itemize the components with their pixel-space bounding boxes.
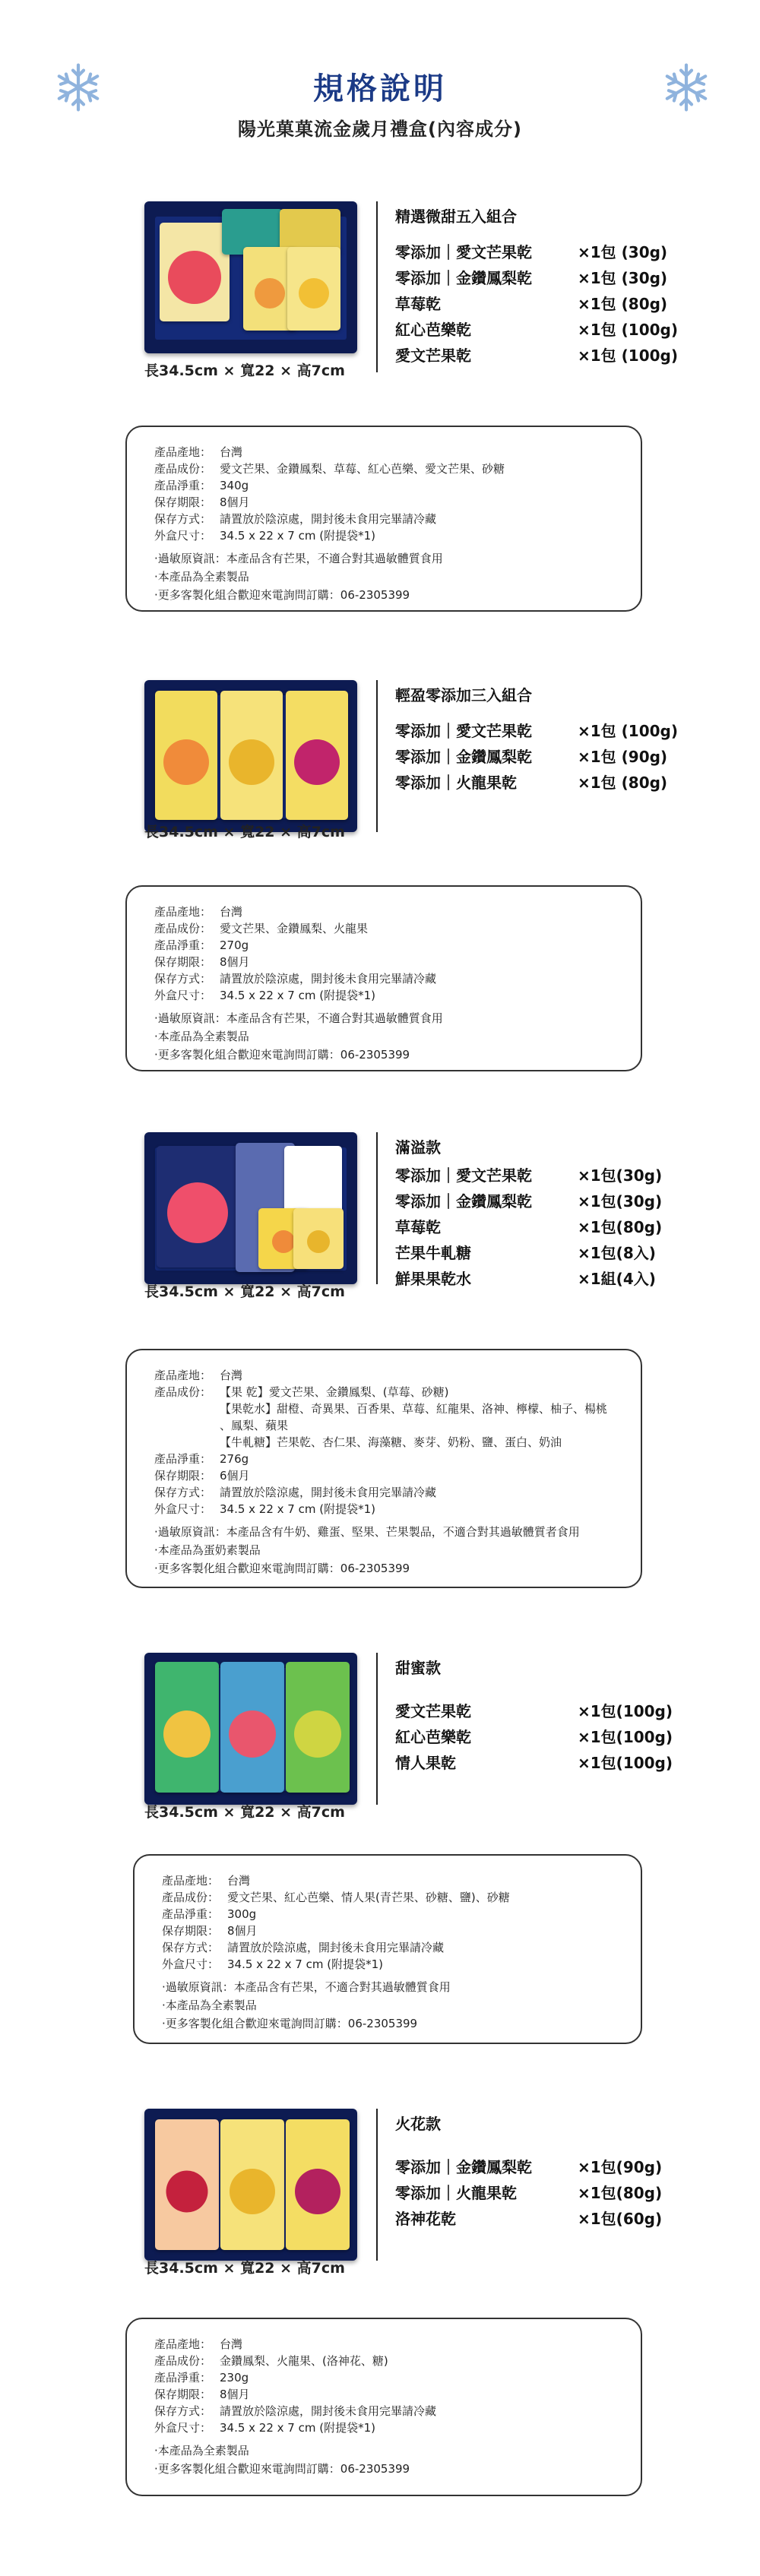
item-name: 洛神花乾 — [395, 2210, 456, 2228]
spec-value: 【牛軋糖】芒果乾、杏仁果、海藻糖、麥芽、奶粉、鹽、蛋白、奶油 — [220, 1435, 562, 1449]
spec-info-box — [125, 885, 642, 1071]
spec-note: ‧過敏原資訊：本產品含有芒果，不適合對其過敏體質食用 — [154, 1011, 443, 1025]
spec-value: 台灣 — [220, 1369, 243, 1382]
spec-value: 270g — [220, 938, 249, 952]
list-item — [395, 2206, 669, 2232]
item-quantity: ×1包 (30g) — [578, 243, 668, 261]
spec-row — [154, 970, 619, 987]
fruit-pack — [157, 1146, 239, 1267]
fruit-illustration — [307, 1230, 330, 1253]
spec-row — [162, 1872, 619, 1889]
spec-row — [154, 494, 619, 511]
spec-value: 【果 乾】愛文芒果、金鑽鳳梨、(草莓、砂糖) — [220, 1385, 449, 1399]
spec-notes — [154, 1524, 619, 1577]
spec-label: 外盒尺寸： — [154, 989, 212, 1002]
snowflake-icon — [660, 61, 713, 114]
spec-label: 產品產地： — [154, 1369, 212, 1382]
combo-name: 甜蜜款 — [395, 1659, 441, 1677]
spec-row — [154, 2419, 619, 2436]
fruit-pack — [220, 2119, 284, 2250]
spec-info-box — [125, 2318, 642, 2496]
spec-value: 台灣 — [220, 445, 243, 459]
spec-note: ‧本產品為全素製品 — [154, 2444, 249, 2457]
spec-label: 保存期限： — [154, 495, 212, 509]
spec-row — [154, 527, 619, 544]
item-name: 草莓乾 — [395, 295, 441, 313]
divider-line — [376, 1132, 378, 1284]
spec-row — [154, 2403, 619, 2419]
spec-row — [154, 1434, 619, 1451]
spec-row — [154, 2386, 619, 2403]
list-item — [395, 317, 678, 343]
spec-row — [154, 444, 619, 460]
spec-row — [154, 2369, 619, 2386]
list-item — [395, 1240, 669, 1266]
spec-info-box — [125, 1349, 642, 1588]
spec-note: ‧過敏原資訊：本產品含有芒果，不適合對其過敏體質食用 — [154, 552, 443, 565]
item-quantity: ×1包(60g) — [578, 2210, 663, 2228]
spec-value: 8個月 — [220, 2388, 250, 2401]
spec-value: 台灣 — [220, 2337, 243, 2351]
spec-row — [162, 1939, 619, 1956]
box-dimensions: 長34.5cm × 寬22 × 高7cm — [144, 362, 345, 379]
item-quantity: ×1組(4入) — [578, 1270, 656, 1288]
spec-row — [154, 903, 619, 920]
spec-row — [162, 1906, 619, 1923]
box-dimensions: 長34.5cm × 寬22 × 高7cm — [144, 2260, 345, 2277]
spec-label — [154, 1400, 220, 1434]
spec-value: 台灣 — [220, 905, 243, 919]
item-quantity: ×1包(80g) — [578, 2184, 663, 2202]
spec-note: ‧本產品為全素製品 — [154, 570, 249, 584]
list-item — [395, 343, 678, 369]
spec-label: 產品成份： — [154, 1385, 212, 1399]
spec-label: 產品淨重： — [154, 479, 212, 492]
spec-label — [154, 1434, 220, 1451]
spec-row — [154, 1467, 619, 1484]
item-name: 零添加｜火龍果乾 — [395, 774, 517, 792]
spec-row — [162, 1923, 619, 1939]
box-dimensions: 長34.5cm × 寬22 × 高7cm — [144, 1804, 345, 1821]
fruit-illustration — [272, 1230, 295, 1253]
item-name: 零添加｜愛文芒果乾 — [395, 243, 532, 261]
combo-name: 精選微甜五入組合 — [395, 207, 517, 226]
item-quantity: ×1包 (100g) — [578, 722, 678, 740]
item-name: 零添加｜火龍果乾 — [395, 2184, 517, 2202]
spec-value: 34.5 x 22 x 7 cm (附提袋*1) — [227, 1957, 383, 1971]
spec-label: 保存方式： — [162, 1941, 220, 1954]
fruit-illustration — [163, 739, 209, 785]
spec-label: 保存期限： — [154, 1469, 212, 1483]
spec-value: 愛文芒果、金鑽鳳梨、火龍果 — [220, 922, 369, 935]
spec-row — [154, 1367, 619, 1384]
fruit-pack — [286, 691, 348, 820]
list-item — [395, 2180, 669, 2206]
fruit-pack — [155, 2119, 219, 2250]
combo-name: 滿溢款 — [395, 1138, 441, 1157]
item-name: 鮮果果乾水 — [395, 1270, 471, 1288]
spec-label: 產品成份： — [154, 2354, 212, 2368]
item-quantity: ×1包(8入) — [578, 1244, 656, 1262]
spec-value: 34.5 x 22 x 7 cm (附提袋*1) — [220, 989, 375, 1002]
gift-box-photo — [144, 1132, 357, 1284]
spec-value: 請置放於陰涼處，開封後未食用完畢請冷藏 — [220, 512, 437, 526]
item-name: 零添加｜愛文芒果乾 — [395, 722, 532, 740]
gift-box-photo — [144, 680, 357, 832]
item-quantity: ×1包(30g) — [578, 1192, 663, 1210]
divider-line — [376, 1653, 378, 1805]
gift-box-photo — [144, 201, 357, 353]
spec-row — [154, 511, 619, 527]
spec-value: 230g — [220, 2371, 249, 2385]
fruit-pack — [155, 1662, 219, 1793]
spec-note: ‧更多客製化組合歡迎來電詢問訂購：06-2305399 — [154, 1048, 410, 1062]
item-name: 愛文芒果乾 — [395, 347, 471, 365]
spec-value: 8個月 — [220, 495, 250, 509]
spec-label: 產品產地： — [154, 445, 212, 459]
list-item — [395, 744, 669, 770]
spec-value: 【果乾水】甜橙、奇異果、百香果、草莓、紅龍果、洛神、檸檬、柚子、楊桃 、鳳梨、蘋果 — [220, 1402, 608, 1432]
spec-label: 產品產地： — [154, 2337, 212, 2351]
spec-label: 保存期限： — [162, 1924, 220, 1938]
spec-note: ‧過敏原資訊：本產品含有牛奶、雞蛋、堅果、芒果製品，不適合對其過敏體質者食用 — [154, 1525, 580, 1539]
list-item — [395, 1724, 673, 1750]
spec-value: 愛文芒果、紅心芭樂、情人果(青芒果、砂糖、鹽)、砂糖 — [227, 1891, 510, 1904]
fruit-illustration — [299, 278, 329, 309]
spec-label: 外盒尺寸： — [162, 1957, 220, 1971]
spec-row — [154, 460, 619, 477]
item-quantity: ×1包 (90g) — [578, 748, 668, 766]
spec-value: 台灣 — [227, 1874, 251, 1888]
divider-line — [376, 201, 378, 372]
list-item — [395, 1750, 673, 1776]
spec-info-box — [125, 426, 642, 612]
spec-row — [154, 954, 619, 970]
spec-notes — [154, 550, 619, 603]
spec-value: 8個月 — [220, 955, 250, 969]
spec-label: 產品成份： — [154, 462, 212, 476]
spec-row — [154, 2336, 619, 2353]
spec-label: 產品淨重： — [154, 2371, 212, 2385]
list-item — [395, 1188, 669, 1214]
item-name: 零添加｜金鑽鳳梨乾 — [395, 1192, 532, 1210]
spec-row — [162, 1889, 619, 1906]
combo-name: 火花款 — [395, 2115, 441, 2133]
item-name: 草莓乾 — [395, 1218, 441, 1236]
item-list — [395, 718, 678, 796]
fruit-illustration — [229, 739, 274, 785]
header — [0, 0, 760, 160]
fruit-pack — [160, 223, 230, 321]
spec-row — [154, 937, 619, 954]
spec-value: 請置放於陰涼處，開封後未食用完畢請冷藏 — [220, 2404, 437, 2418]
item-quantity: ×1包 (80g) — [578, 295, 668, 313]
spec-label: 保存方式： — [154, 972, 212, 986]
fruit-illustration — [163, 1710, 211, 1758]
spec-notes — [162, 1979, 619, 2032]
item-quantity: ×1包(100g) — [578, 1702, 673, 1720]
spec-value: 300g — [227, 1907, 257, 1921]
item-quantity: ×1包(90g) — [578, 2158, 663, 2176]
list-item — [395, 239, 669, 265]
spec-label: 外盒尺寸： — [154, 2421, 212, 2435]
spec-row — [154, 1400, 619, 1434]
spec-value: 34.5 x 22 x 7 cm (附提袋*1) — [220, 529, 375, 543]
spec-label: 保存方式： — [154, 2404, 212, 2418]
list-item — [395, 265, 669, 291]
fruit-illustration — [255, 278, 285, 309]
spec-note: ‧本產品為全素製品 — [154, 1030, 249, 1043]
spec-label: 產品淨重： — [154, 1452, 212, 1466]
item-quantity: ×1包(100g) — [578, 1728, 673, 1746]
spec-note: ‧更多客製化組合歡迎來電詢問訂購：06-2305399 — [154, 588, 410, 602]
item-name: 芒果牛軋糖 — [395, 1244, 471, 1262]
spec-row — [154, 1484, 619, 1501]
spec-label: 產品成份： — [162, 1891, 220, 1904]
spec-note: ‧本產品為全素製品 — [162, 1998, 257, 2012]
fruit-pack — [220, 1662, 284, 1793]
spec-label: 保存方式： — [154, 1486, 212, 1499]
spec-label: 產品產地： — [162, 1874, 220, 1888]
item-list — [395, 2154, 669, 2232]
fruit-illustration — [168, 251, 221, 304]
item-name: 情人果乾 — [395, 1754, 456, 1772]
item-quantity: ×1包 (100g) — [578, 321, 678, 339]
spec-note: ‧更多客製化組合歡迎來電詢問訂購：06-2305399 — [154, 1562, 410, 1575]
item-quantity: ×1包(30g) — [578, 1166, 663, 1185]
list-item — [395, 1698, 673, 1724]
item-list — [395, 1698, 673, 1776]
fruit-illustration — [295, 2169, 340, 2214]
item-list — [395, 1163, 669, 1292]
item-list — [395, 239, 678, 369]
fruit-illustration — [294, 739, 340, 785]
item-quantity: ×1包 (100g) — [578, 347, 678, 365]
spec-value: 請置放於陰涼處，開封後未食用完畢請冷藏 — [220, 972, 437, 986]
list-item — [395, 1163, 669, 1188]
fruit-pack — [287, 247, 340, 331]
spec-label: 外盒尺寸： — [154, 1502, 212, 1516]
page-title: 規格說明 — [313, 71, 447, 106]
fruit-illustration — [230, 2169, 275, 2214]
fruit-pack — [293, 1208, 344, 1269]
item-name: 愛文芒果乾 — [395, 1702, 471, 1720]
spec-info-box — [133, 1854, 642, 2044]
spec-row — [154, 920, 619, 937]
spec-value: 34.5 x 22 x 7 cm (附提袋*1) — [220, 2421, 375, 2435]
spec-row — [162, 1956, 619, 1973]
list-item — [395, 291, 669, 317]
gift-box-photo — [144, 2109, 357, 2261]
spec-label: 保存方式： — [154, 512, 212, 526]
spec-value: 金鑽鳳梨、火龍果、(洛神花、糖) — [220, 2354, 388, 2368]
item-name: 紅心芭樂乾 — [395, 1728, 471, 1746]
spec-label: 保存期限： — [154, 2388, 212, 2401]
item-quantity: ×1包(80g) — [578, 1218, 663, 1236]
divider-line — [376, 680, 378, 832]
spec-label: 產品淨重： — [162, 1907, 220, 1921]
spec-notes — [154, 2442, 619, 2477]
spec-row — [154, 2353, 619, 2369]
list-item — [395, 1214, 669, 1240]
spec-notes — [154, 1010, 619, 1063]
item-quantity: ×1包 (80g) — [578, 774, 668, 792]
list-item — [395, 718, 678, 744]
spec-label: 產品成份： — [154, 922, 212, 935]
spec-label: 外盒尺寸： — [154, 529, 212, 543]
item-quantity: ×1包 (30g) — [578, 269, 668, 287]
spec-value: 34.5 x 22 x 7 cm (附提袋*1) — [220, 1502, 375, 1516]
combo-name: 輕盈零添加三入組合 — [395, 686, 532, 704]
spec-note: ‧過敏原資訊：本產品含有芒果，不適合對其過敏體質食用 — [162, 1980, 451, 1994]
fruit-illustration — [166, 2170, 208, 2212]
spec-note: ‧本產品為蛋奶素製品 — [154, 1543, 261, 1557]
fruit-pack — [220, 691, 283, 820]
fruit-illustration — [294, 1710, 341, 1758]
spec-label: 產品淨重： — [154, 938, 212, 952]
spec-value: 340g — [220, 479, 249, 492]
spec-value: 8個月 — [227, 1924, 258, 1938]
list-item — [395, 1266, 669, 1292]
box-dimensions: 長34.5cm × 寬22 × 高7cm — [144, 1283, 345, 1300]
fruit-pack — [155, 691, 217, 820]
spec-value: 276g — [220, 1452, 249, 1466]
spec-value: 6個月 — [220, 1469, 250, 1483]
spec-note: ‧更多客製化組合歡迎來電詢問訂購：06-2305399 — [162, 2017, 418, 2030]
spec-value: 請置放於陰涼處，開封後未食用完畢請冷藏 — [227, 1941, 445, 1954]
spec-label: 產品產地： — [154, 905, 212, 919]
box-dimensions: 長34.5cm × 寬22 × 高7cm — [144, 824, 345, 840]
gift-box-photo — [144, 1653, 357, 1805]
spec-row — [154, 1501, 619, 1517]
page-subtitle: 陽光菓菓流金歲月禮盒(內容成分) — [238, 119, 522, 140]
item-name: 零添加｜愛文芒果乾 — [395, 1166, 532, 1185]
item-name: 零添加｜金鑽鳳梨乾 — [395, 269, 532, 287]
spec-label: 保存期限： — [154, 955, 212, 969]
item-name: 紅心芭樂乾 — [395, 321, 471, 339]
divider-line — [376, 2109, 378, 2261]
fruit-pack — [286, 2119, 350, 2250]
item-quantity: ×1包(100g) — [578, 1754, 673, 1772]
spec-row — [154, 477, 619, 494]
spec-row — [154, 1384, 619, 1400]
fruit-illustration — [167, 1182, 228, 1243]
spec-row — [154, 1451, 619, 1467]
item-name: 零添加｜金鑽鳳梨乾 — [395, 748, 532, 766]
spec-value: 請置放於陰涼處，開封後未食用完畢請冷藏 — [220, 1486, 437, 1499]
spec-note: ‧更多客製化組合歡迎來電詢問訂購：06-2305399 — [154, 2462, 410, 2476]
fruit-illustration — [229, 1710, 276, 1758]
item-name: 零添加｜金鑽鳳梨乾 — [395, 2158, 532, 2176]
list-item — [395, 2154, 669, 2180]
fruit-pack — [286, 1662, 350, 1793]
list-item — [395, 770, 669, 796]
spec-value: 愛文芒果、金鑽鳳梨、草莓、紅心芭樂、愛文芒果、砂糖 — [220, 462, 505, 476]
spec-row — [154, 987, 619, 1004]
